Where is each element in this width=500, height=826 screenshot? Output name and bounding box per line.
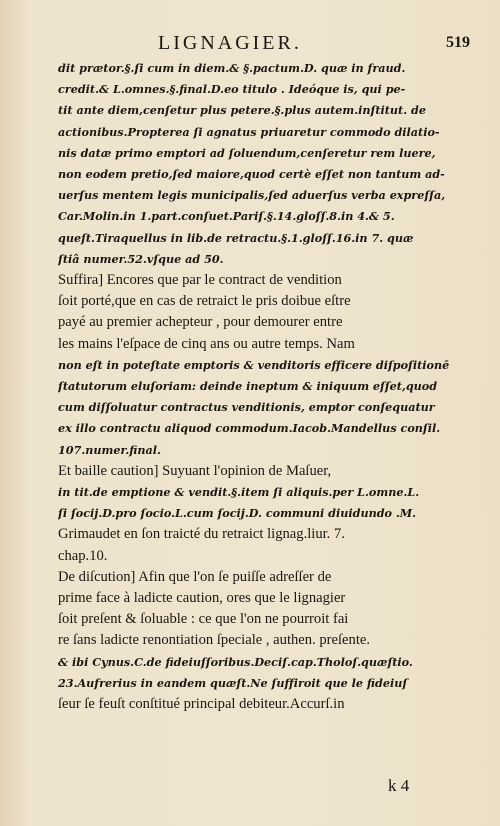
text-line: Et baille caution] Suyuant l'opinion de Maſuer,	[58, 462, 332, 479]
text-line: non eſt in poteſtate emptoris & venditoris efficere diſpoſitionē	[58, 357, 450, 372]
text-line: ſtatutorum eluſoriam: deinde ineptum & iniquum eſſet,quod	[58, 379, 438, 394]
text-line: chap.10.	[58, 547, 108, 564]
text-line: ſeur ſe feuſt conſtitué principal debiteur.Accurſ.in	[58, 696, 345, 713]
body-text	[58, 58, 463, 715]
text-line: 23.Aufrerius in eandem quæſt.Ne ſuffiroit que le fideiuſ	[58, 675, 408, 690]
page-number: 519	[446, 34, 470, 51]
text-line: 107.numer.final.	[58, 442, 161, 457]
text-line: Grimaudet en ſon traicté du retraict lignag.liur. 7.	[58, 526, 345, 543]
text-line: dit prætor.§.ſi cum in diem.& §.pactum.D. quæ in fraud.	[58, 61, 406, 75]
text-line: non eodem pretio,ſed maiore,quod certè eſſet non tantum ad-	[58, 167, 445, 182]
text-line: tit ante diem,cenſetur plus petere.§.plus autem.inſtitut. de	[58, 103, 426, 118]
text-line: cum diſſoluatur contractus venditionis, emptor conſequatur	[58, 400, 435, 415]
text-line: & ibi Cynus.C.de fideiuſſoribus.Deciſ.cap.Tholoſ.quæſtio.	[58, 654, 413, 669]
text-line: ſi ſocij.D.pro ſocio.L.cum ſocij.D. communi diuidundo .M.	[58, 506, 417, 521]
text-line: les mains l'eſpace de cinq ans ou autre temps. Nam	[58, 335, 355, 352]
text-line: payé au premier achepteur , pour demourer entre	[58, 314, 343, 331]
text-line: ſoit porté,que en cas de retraict le pris doibue eſtre	[58, 293, 351, 310]
text-line: ex illo contractu aliquod commodum.Iacob.Mandellus conſil.	[58, 421, 441, 436]
text-line: queſt.Tiraquellus in lib.de retractu.§.1.gloſſ.16.in 7. quæ	[58, 230, 414, 245]
text-line: ſoit preſent & ſoluable : ce que l'on ne pourroit fai	[58, 611, 349, 628]
text-line: in tit.de emptione & vendit.§.item ſi aliquis.per L.omne.L.	[58, 485, 420, 500]
text-line: re ſans ladicte renontiation ſpeciale , authen. preſente.	[58, 632, 371, 649]
text-line: Car.Molin.in 1.part.conſuet.Pariſ.§.14.gloſſ.8.in 4.& 5.	[58, 209, 395, 224]
text-line: Suffira] Encores que par le contract de vendition	[58, 272, 342, 289]
text-line: uerſus mentem legis municipalis,ſed aduerſus verba expreſſa,	[58, 188, 446, 203]
page-header	[70, 32, 470, 56]
text-line: prime face à ladicte caution, ores que le lignagier	[58, 590, 346, 607]
text-line: nis datæ primo emptori ad ſoluendum,cenſeretur rem luere,	[58, 145, 436, 160]
text-line: actionibus.Propterea ſi agnatus priuaretur commodo dilatio-	[58, 124, 440, 139]
text-line: credit.& L.omnes.§.final.D.eo titulo . Ideóque is, qui pe-	[58, 82, 406, 97]
text-line: De diſcution] Afin que l'on ſe puiſſe adreſſer de	[58, 568, 332, 585]
signature-mark: k 4	[388, 776, 410, 795]
running-title: LIGNAGIER.	[158, 32, 302, 54]
text-line: ſtiâ numer.52.vſque ad 50.	[58, 251, 224, 266]
